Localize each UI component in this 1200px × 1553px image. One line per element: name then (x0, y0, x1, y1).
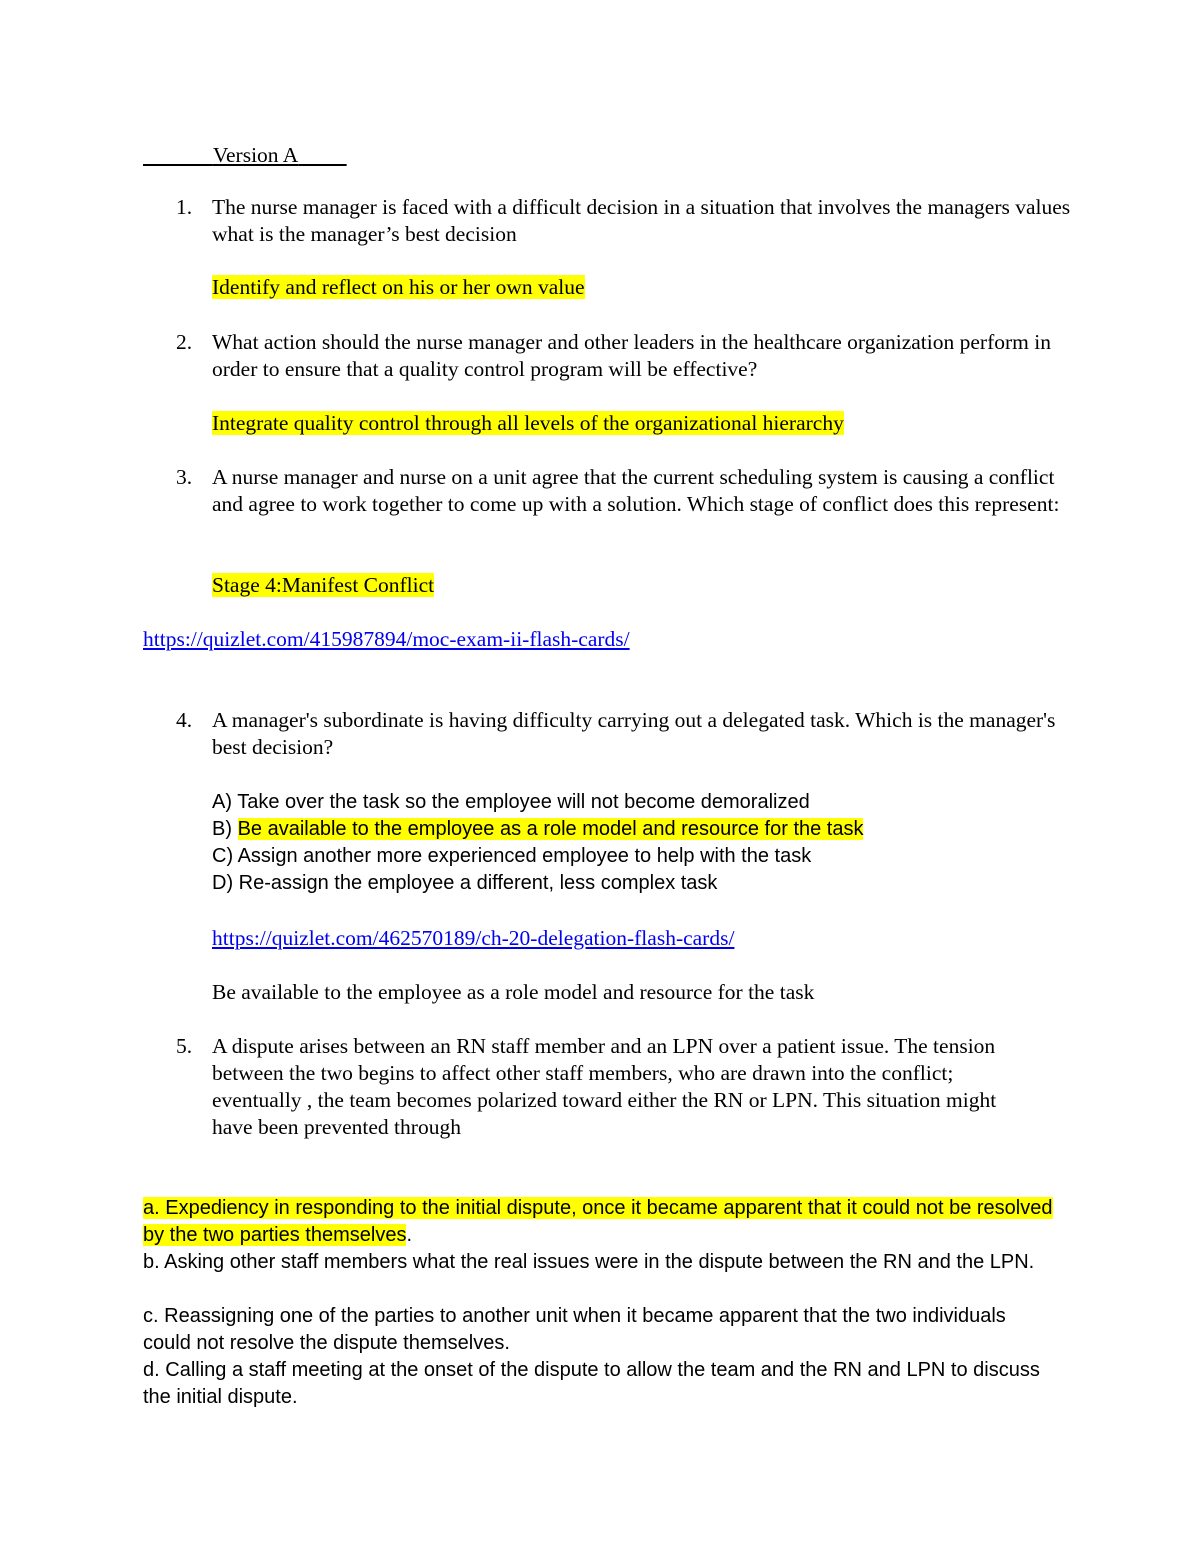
option-item (212, 870, 1092, 897)
reference-link-row (143, 626, 1063, 653)
question-number: 4. (176, 708, 193, 732)
quizlet-link[interactable]: https://quizlet.com/462570189/ch-20-delegation-flash-cards/ (212, 926, 735, 950)
quizlet-link[interactable]: https://quizlet.com/415987894/moc-exam-ii-flash-cards/ (143, 627, 630, 651)
option-letter: C) (212, 845, 238, 867)
option-letter: c. (143, 1305, 165, 1327)
option-letter: a. (143, 1197, 166, 1219)
question-text: What action should the nurse manager and other leaders in the healthcare organization perform in order to ensure that a quality control program will be effective? (212, 330, 1051, 381)
answer-text: Identify and reflect on his or her own value (212, 275, 585, 299)
option-letter: d. (143, 1359, 166, 1381)
question-text: A manager's subordinate is having difficulty carrying out a delegated task. Which is the manager's best decision? (212, 708, 1056, 759)
question-number: 5. (176, 1034, 193, 1058)
option-text: Assign another more experienced employee to help with the task (237, 845, 812, 867)
option-item (212, 816, 1092, 843)
option-text-correct: Expediency in responding to the initial dispute, once it became apparent that it could not be resolved by the two parties themselves (143, 1197, 1053, 1246)
version-header (143, 142, 347, 169)
option-suffix: . (406, 1224, 413, 1246)
reference-link-row (212, 925, 1092, 952)
answer-text: Stage 4:Manifest Conflict (212, 573, 435, 597)
answer-highlight (212, 572, 1092, 599)
version-label: Version A (212, 143, 299, 167)
option-text: Re-assign the employee a different, less complex task (238, 872, 718, 894)
question-text: A nurse manager and nurse on a unit agree that the current scheduling system is causing a conflict and agree to work together to come up with a solution. Which stage of conflict does this represent: (212, 465, 1060, 516)
question-text: The nurse manager is faced with a difficult decision in a situation that involves the managers values what is the manager’s best decision (212, 195, 1071, 246)
option-item (143, 1195, 1058, 1249)
option-text: Asking other staff members what the real issues were in the dispute between the RN and the LPN. (164, 1251, 1035, 1273)
answer-highlight (212, 410, 1092, 437)
option-letter: D) (212, 872, 239, 894)
version-underline-right (298, 143, 346, 167)
option-text-correct: Be available to the employee as a role model and resource for the task (237, 818, 864, 840)
option-item (143, 1357, 1058, 1411)
question-number: 2. (176, 330, 193, 354)
question-number: 3. (176, 465, 193, 489)
answer-text: Be available to the employee as a role model and resource for the task (212, 980, 815, 1004)
option-item (143, 1249, 1058, 1276)
option-item (212, 843, 1092, 870)
version-underline-left (143, 143, 213, 167)
option-letter: B) (212, 818, 238, 840)
option-text: Take over the task so the employee will not become demoralized (237, 791, 810, 813)
question-text: A dispute arises between an RN staff member and an LPN over a patient issue. The tension between the two begins to affect other staff members, who are drawn into the conflict; eventually , the team becomes polarized toward either the RN or LPN. This situation might have been prevented through (212, 1034, 997, 1139)
option-letter: A) (212, 791, 238, 813)
question-number: 1. (176, 195, 193, 219)
option-text: Reassigning one of the parties to another unit when it became apparent that the two individuals could not resolve the dispute themselves. (143, 1305, 1006, 1354)
option-text: Calling a staff meeting at the onset of the dispute to allow the team and the RN and LPN to discuss the initial dispute. (143, 1359, 1040, 1408)
option-item (143, 1303, 1058, 1357)
option-letter: b. (143, 1251, 165, 1273)
option-item (212, 789, 1092, 816)
answer-text: Integrate quality control through all levels of the organizational hierarchy (212, 411, 844, 435)
answer-highlight (212, 274, 1092, 301)
